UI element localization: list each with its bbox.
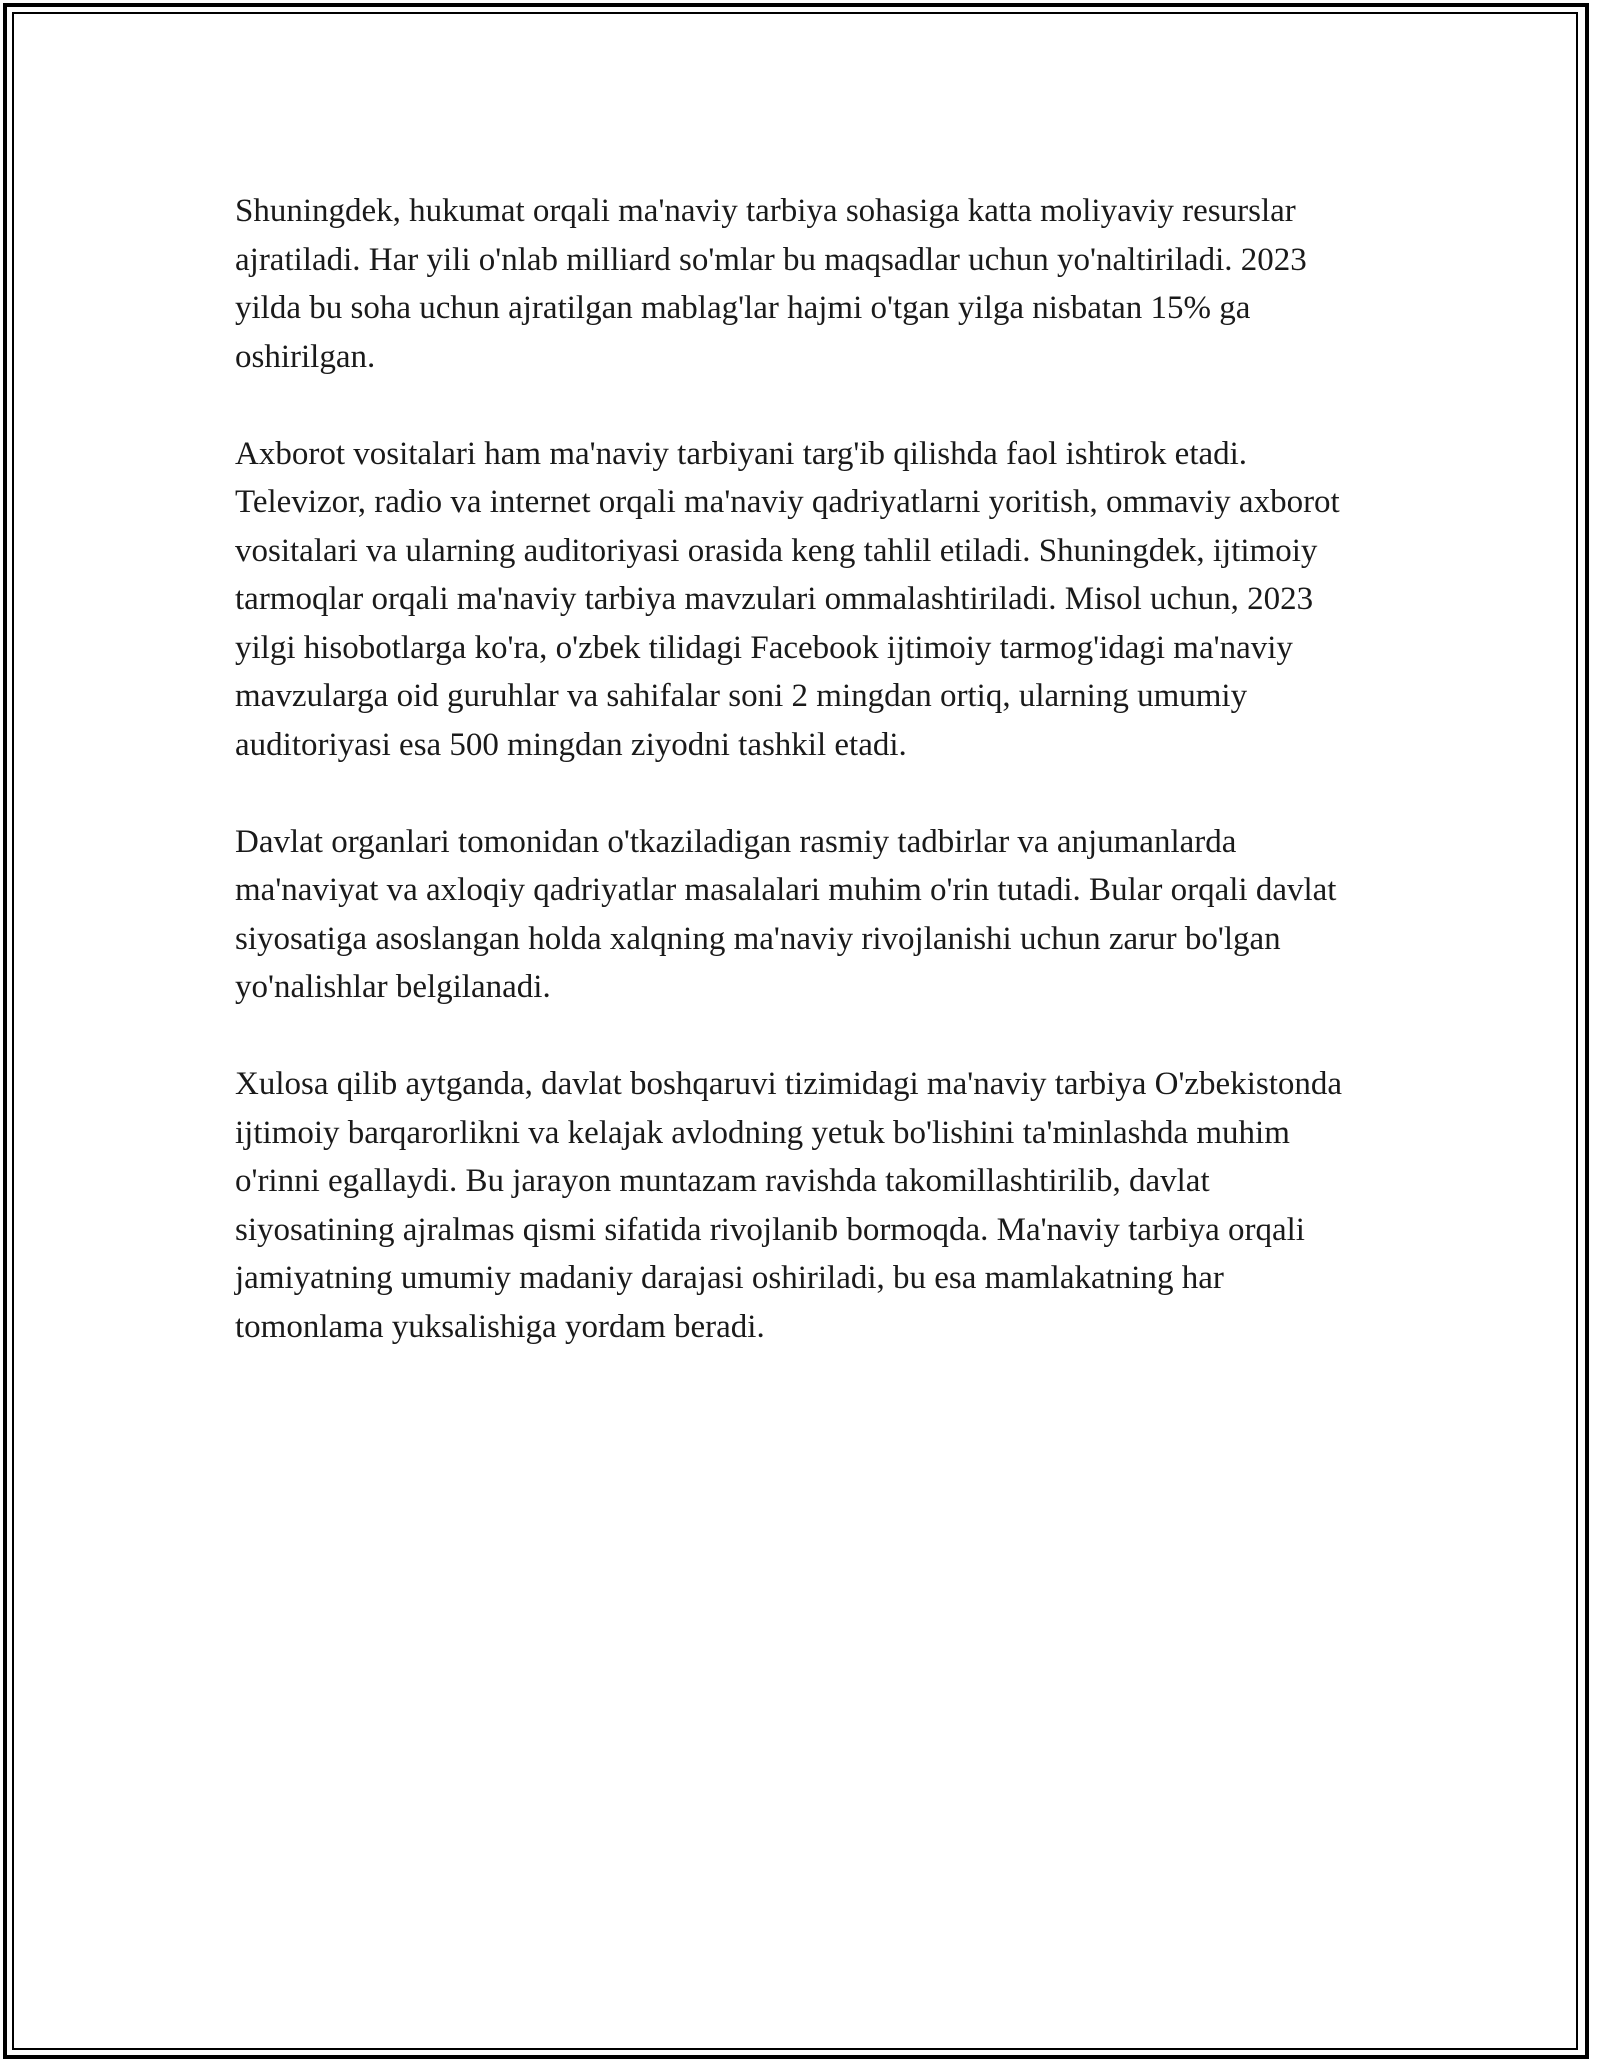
document-body	[235, 187, 1375, 1400]
paragraph-state-events: Davlat organlari tomonidan o'tkaziladigan rasmiy tadbirlar va anjumanlarda ma'naviyat va axloqiy qadriyatlar masalalari muhim o'rin tutadi. Bular orqali davlat siyosatiga asoslangan holda xalqning ma'naviy rivojlanishi uchun zarur bo'lgan yo'nalishlar belgilanadi.	[235, 823, 1337, 1005]
paragraph-conclusion: Xulosa qilib aytganda, davlat boshqaruvi tizimidagi ma'naviy tarbiya O'zbekistonda ijtimoiy barqarorlikni va kelajak avlodning yetuk bo'lishini ta'minlashda muhim o'rinni egallaydi. Bu jarayon muntazam ravishda takomillashtirilib, davlat siyosatining ajralmas qismi sifatida rivojlanib bormoqda. Ma'naviy tarbiya orqali jamiyatning umumiy madaniy darajasi oshiriladi, bu esa mamlakatning har tomonlama yuksalishiga yordam beradi.	[235, 1066, 1343, 1345]
paragraph-media: Axborot vositalari ham ma'naviy tarbiyani targ'ib qilishda faol ishtirok etadi. Televizor, radio va internet orqali ma'naviy qadriyatlarni yoritish, ommaviy axborot vositalari va ularning auditoriyasi orasida keng tahlil etiladi. Shuningdek, ijtimoiy tarmoqlar orqali ma'naviy tarbiya mavzulari ommalashtiriladi. Misol uchun, 2023 yilgi hisobotlarga ko'ra, o'zbek tilidagi Facebook ijtimoiy tarmog'idagi ma'naviy mavzularga oid guruhlar va sahifalar soni 2 mingdan ortiq, ularning umumiy auditoriyasi esa 500 mingdan ziyodni tashkil etadi.	[235, 435, 1340, 763]
paragraph-funding: Shuningdek, hukumat orqali ma'naviy tarbiya sohasiga katta moliyaviy resurslar ajratiladi. Har yili o'nlab milliard so'mlar bu maqsadlar uchun yo'naltiriladi. 2023 yilda bu soha uchun ajratilgan mablag'lar hajmi o'tgan yilga nisbatan 15% ga oshirilgan.	[235, 193, 1307, 375]
